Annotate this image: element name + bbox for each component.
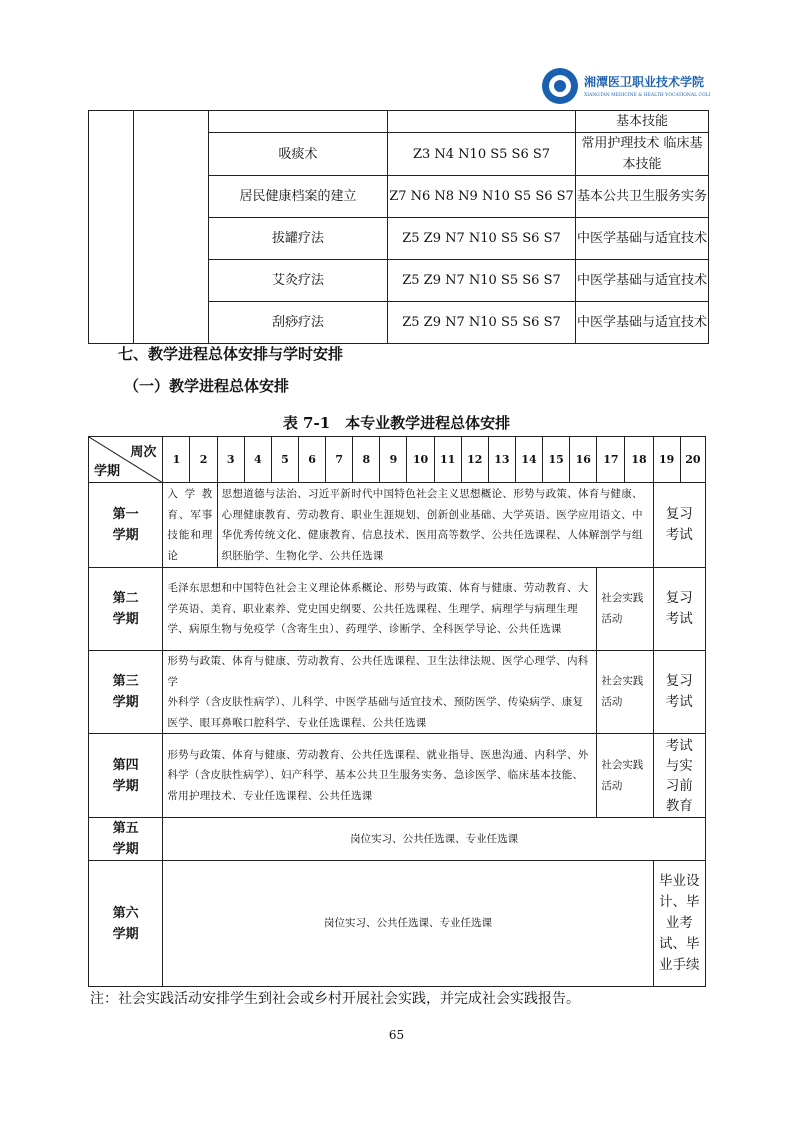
courses-cell: 岗位实习、公共任选课、专业任选课	[163, 861, 653, 987]
exam-cell: 复习考试	[653, 568, 705, 651]
corner-cell	[89, 437, 163, 483]
corner-week-label: 周次	[130, 445, 157, 460]
semester-row	[89, 734, 706, 818]
course-cell: 基本公共卫生服务实务	[576, 176, 709, 218]
practice-cell: 社会实践活动	[597, 651, 653, 734]
week-header: 17	[597, 437, 625, 483]
skill-cell	[209, 111, 388, 133]
merged-cell	[134, 111, 209, 344]
semester-label: 第六学期	[89, 861, 163, 987]
section-title: 七、教学进程总体安排与学时安排	[118, 345, 344, 363]
course-cell: 常用护理技术 临床基本技能	[576, 133, 709, 176]
corner-semester-label: 学期	[94, 464, 121, 479]
skill-cell: 刮痧疗法	[209, 302, 388, 344]
week-header: 5	[271, 437, 298, 483]
codes-cell: Z3 N4 N10 S5 S6 S7	[388, 133, 576, 176]
practice-cell: 社会实践活动	[597, 734, 653, 818]
week-header: 1	[163, 437, 190, 483]
courses-cell: 思想道德与法治、习近平新时代中国特色社会主义思想概论、形势与政策、体育与健康、心理健康教育、劳动教育、职业生涯规划、创新创业基础、大学英语、医学应用语文、中华优秀传统文化、健康教育、信息技术、医用高等数学、公共任选课程、人体解剖学与组织胚胎学、生物化学、公共任选课	[217, 483, 653, 568]
subsection-title: （一）教学进程总体安排	[124, 377, 290, 395]
week-header: 10	[407, 437, 434, 483]
codes-cell	[388, 111, 576, 133]
skill-cell: 拔罐疗法	[209, 218, 388, 260]
codes-cell: Z5 Z9 N7 N10 S5 S6 S7	[388, 260, 576, 302]
college-seal-icon	[540, 66, 710, 106]
codes-cell: Z5 Z9 N7 N10 S5 S6 S7	[388, 302, 576, 344]
exam-cell: 复习考试	[653, 651, 705, 734]
codes-cell: Z5 Z9 N7 N10 S5 S6 S7	[388, 218, 576, 260]
table-caption: 表 7-1 本专业教学进程总体安排	[282, 414, 511, 432]
course-cell: 中医学基础与适宜技术	[576, 302, 709, 344]
skill-cell: 艾灸疗法	[209, 260, 388, 302]
week-header: 7	[326, 437, 353, 483]
semester-label: 第四学期	[89, 734, 163, 818]
week-header: 12	[461, 437, 488, 483]
week-header: 14	[515, 437, 542, 483]
courses-cell: 形势与政策、体育与健康、劳动教育、公共任选课程、卫生法律法规、医学心理学、内科学 外科学（含皮肤性病学）、儿科学、中医学基础与适宜技术、预防医学、传染病学、康复医学、眼耳鼻喉口腔科学、专业任选课程、公共任选课	[163, 651, 597, 734]
semester-label: 第二学期	[89, 568, 163, 651]
courses-cell: 形势与政策、体育与健康、劳动教育、公共任选课程、就业指导、医患沟通、内科学、外科学（含皮肤性病学）、妇产科学、基本公共卫生服务实务、急诊医学、临床基本技能、常用护理技术、专业任选课程、公共任选课	[163, 734, 597, 818]
semester-label: 第五学期	[89, 818, 163, 861]
skills-table	[88, 110, 709, 344]
skill-cell: 吸痰术	[209, 133, 388, 176]
semester-row	[89, 861, 706, 987]
semester-row	[89, 568, 706, 651]
courses-cell: 毛泽东思想和中国特色社会主义理论体系概论、形势与政策、体育与健康、劳动教育、大学英语、美育、职业素养、党史国史纲要、公共任选课程、生理学、病理学与病理生理学、病原生物与免疫学（含寄生虫）、药理学、诊断学、全科医学导论、公共任选课	[163, 568, 597, 651]
week-header: 20	[680, 437, 705, 483]
week-header-row	[89, 437, 706, 483]
page-number: 65	[388, 1028, 405, 1042]
semester-label: 第三学期	[89, 651, 163, 734]
course-cell: 基本技能	[576, 111, 709, 133]
svg-text:XIANGTAN MEDICINE & HEALTH VOC: XIANGTAN MEDICINE & HEALTH VOCATIONAL COLLEGE	[584, 93, 710, 98]
schedule-table	[88, 436, 706, 987]
week-header: 15	[543, 437, 570, 483]
semester-row	[89, 483, 706, 568]
week-header: 18	[625, 437, 653, 483]
graduation-cell: 毕业设计、毕业考试、毕业手续	[653, 861, 705, 987]
week-header: 13	[488, 437, 515, 483]
codes-cell: Z7 N6 N8 N9 N10 S5 S6 S7	[388, 176, 576, 218]
practice-cell: 社会实践活动	[597, 568, 653, 651]
week-header: 16	[570, 437, 597, 483]
course-cell: 中医学基础与适宜技术	[576, 218, 709, 260]
week-header: 11	[434, 437, 461, 483]
courses-cell: 岗位实习、公共任选课、专业任选课	[163, 818, 706, 861]
skill-cell: 居民健康档案的建立	[209, 176, 388, 218]
college-logo	[540, 66, 710, 106]
week-header: 8	[353, 437, 380, 483]
exam-cell: 考试与实习前教育	[653, 734, 705, 818]
table-note: 注：社会实践活动安排学生到社会或乡村开展社会实践，并完成社会实践报告。	[90, 991, 580, 1007]
semester-row	[89, 651, 706, 734]
exam-cell: 复习考试	[653, 483, 705, 568]
week-header: 9	[380, 437, 407, 483]
week-header: 6	[298, 437, 325, 483]
semester-label: 第一学期	[89, 483, 163, 568]
week-header: 19	[653, 437, 680, 483]
week-header: 2	[190, 437, 217, 483]
semester-row	[89, 818, 706, 861]
week-header: 3	[217, 437, 244, 483]
orientation-cell: 入学教育、军事技能和理论	[163, 483, 217, 568]
course-cell: 中医学基础与适宜技术	[576, 260, 709, 302]
week-header: 4	[244, 437, 271, 483]
svg-text:湘潭医卫职业技术学院: 湘潭医卫职业技术学院	[584, 75, 705, 89]
merged-cell	[89, 111, 134, 344]
